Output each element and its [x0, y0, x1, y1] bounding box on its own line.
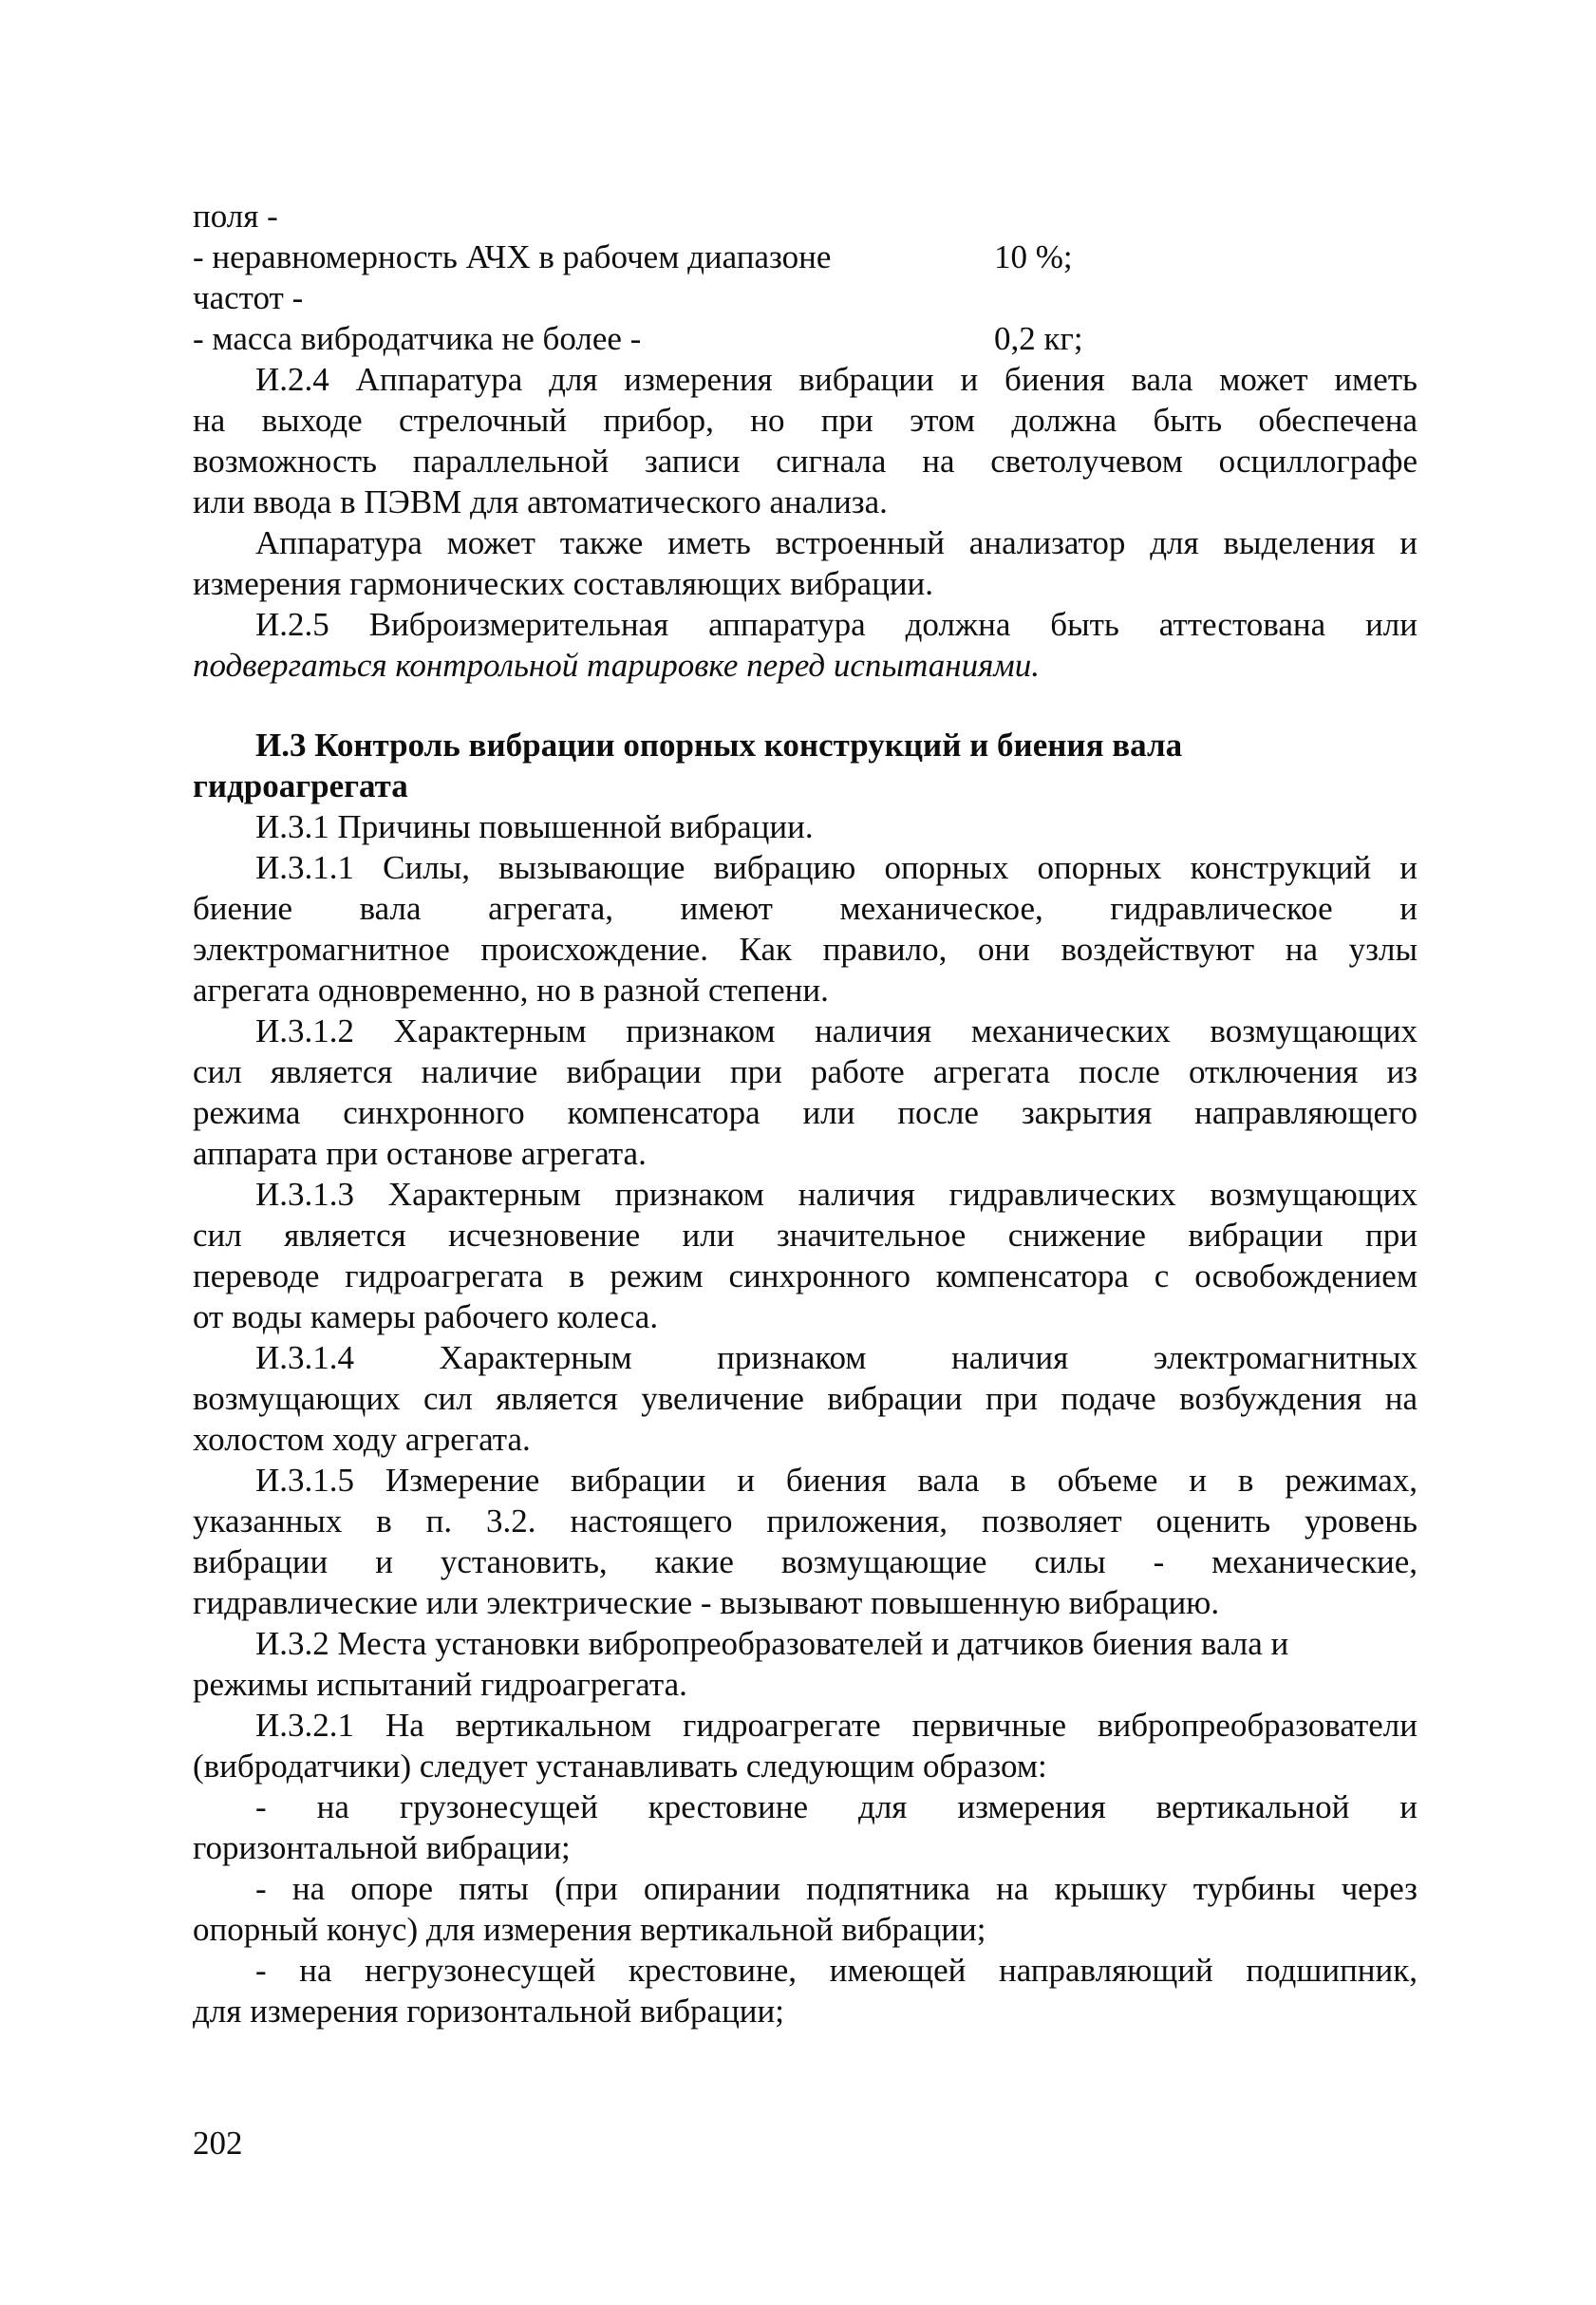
paragraph-i24 [193, 359, 1418, 522]
spec-row-sensor-mass [193, 318, 1418, 359]
paragraph-line: И.3.1.2 Характерным признаком наличия механических возмущающих [255, 1012, 1418, 1049]
paragraph-line: или ввода в ПЭВМ для автоматического анализа. [193, 483, 888, 520]
paragraph-line: электромагнитное происхождение. Как правило, они воздействуют на узлы [193, 931, 1418, 968]
paragraph-line: подвергаться контрольной тарировке перед испытаниями. [193, 647, 1040, 684]
paragraph-line: на выходе стрелочный прибор, но при этом должна быть обеспечена [193, 402, 1418, 439]
paragraph-line: И.3.1.3 Характерным признаком наличия гидравлических возмущающих [255, 1176, 1418, 1213]
spec-label-frequency-response: - неравномерность АЧХ в рабочем диапазоне [193, 238, 832, 275]
spec-label-sensor-mass: - масса вибродатчика не более - [193, 320, 642, 357]
section-heading-line: гидроагрегата [193, 767, 408, 804]
paragraph-line: (вибродатчики) следует устанавливать следующим образом: [193, 1748, 1047, 1785]
spec-value-frequency-response: 10 %; [994, 238, 1073, 275]
paragraph-line: Аппаратура может также иметь встроенный анализатор для выделения и [255, 524, 1418, 561]
spec-row-frequency-response [193, 236, 1418, 277]
list-item-line: опорный конус) для измерения вертикальной вибрации; [193, 1911, 986, 1948]
paragraph-line: аппарата при останове агрегата. [193, 1135, 647, 1172]
paragraph-line: И.3.1.5 Измерение вибрации и биения вала в объеме и в режимах, [255, 1462, 1418, 1499]
paragraph-line: вибрации и установить, какие возмущающие силы - механические, [193, 1543, 1418, 1580]
paragraph-line: И.3.1.1 Силы, вызывающие вибрацию опорных опорных конструкций и [255, 849, 1418, 886]
section-heading-i3 [193, 725, 1418, 806]
list-item-load-bearing-crosspiece [193, 1786, 1418, 1868]
paragraph-line: указанных в п. 3.2. настоящего приложения, позволяет оценить уровень [193, 1502, 1418, 1540]
paragraph-i31 [193, 806, 1418, 847]
paragraph-line: переводе гидроагрегата в режим синхронного компенсатора с освобождением [193, 1257, 1418, 1294]
paragraph-analyzer [193, 522, 1418, 604]
list-item-line: - на негрузонесущей крестовине, имеющей направляющий подшипник, [255, 1952, 1418, 1989]
paragraph-line: сил является исчезновение или значительное снижение вибрации при [193, 1217, 1418, 1254]
paragraph-line: И.3.2.1 На вертикальном гидроагрегате первичные вибропреобразователи [255, 1707, 1418, 1744]
spec-line-field: поля - [193, 198, 278, 235]
paragraph-i311 [193, 847, 1418, 1011]
paragraph-line: от воды камеры рабочего колеса. [193, 1298, 659, 1335]
section-heading-line: И.3 Контроль вибрации опорных конструкций и биения вала [255, 727, 1183, 764]
paragraph-line: И.3.2 Места установки вибропреобразователей и датчиков биения вала и [255, 1625, 1289, 1662]
paragraph-line: И.3.1 Причины повышенной вибрации. [255, 808, 814, 845]
paragraph-line: И.2.4 Аппаратура для измерения вибрации и биения вала может иметь [255, 361, 1418, 398]
paragraph-line: измерения гармонических составляющих вибрации. [193, 565, 934, 602]
list-item-line: - на опоре пяты (при опирании подпятника на крышку турбины через [255, 1870, 1418, 1907]
paragraph-i312 [193, 1011, 1418, 1174]
document-body [193, 196, 1418, 2031]
paragraph-line: возможность параллельной записи сигнала на светолучевом осциллографе [193, 443, 1418, 480]
paragraph-line: И.2.5 Виброизмерительная аппаратура должна быть аттестована или [255, 606, 1418, 643]
spec-line-frequencies: частот - [193, 279, 304, 316]
paragraph-line: агрегата одновременно, но в разной степени. [193, 972, 829, 1009]
list-item-non-load-crosspiece [193, 1950, 1418, 2031]
paragraph-line: сил является наличие вибрации при работе агрегата после отключения из [193, 1053, 1418, 1090]
list-item-line: горизонтальной вибрации; [193, 1829, 571, 1866]
paragraph-i32 [193, 1623, 1418, 1705]
paragraph-i313 [193, 1174, 1418, 1337]
paragraph-i321 [193, 1705, 1418, 1786]
paragraph-line: И.3.1.4 Характерным признаком наличия электромагнитных [255, 1339, 1418, 1376]
spec-value-sensor-mass: 0,2 кг; [994, 320, 1083, 357]
paragraph-line: гидравлические или электрические - вызывают повышенную вибрацию. [193, 1584, 1220, 1621]
paragraph-line: биение вала агрегата, имеют механическое, гидравлическое и [193, 890, 1418, 927]
page-number: 202 [193, 2125, 243, 2162]
paragraph-i314 [193, 1337, 1418, 1460]
section-spacer [193, 686, 1418, 725]
paragraph-line: холостом ходу агрегата. [193, 1421, 531, 1458]
paragraph-line: режимы испытаний гидроагрегата. [193, 1666, 687, 1703]
list-item-thrust-support [193, 1868, 1418, 1950]
paragraph-line: возмущающих сил является увеличение вибрации при подаче возбуждения на [193, 1380, 1418, 1417]
paragraph-i315 [193, 1460, 1418, 1623]
paragraph-line: режима синхронного компенсатора или после закрытия направляющего [193, 1094, 1418, 1131]
list-item-line: - на грузонесущей крестовине для измерения вертикальной и [255, 1788, 1418, 1825]
paragraph-i25 [193, 604, 1418, 686]
list-item-line: для измерения горизонтальной вибрации; [193, 1993, 784, 2030]
